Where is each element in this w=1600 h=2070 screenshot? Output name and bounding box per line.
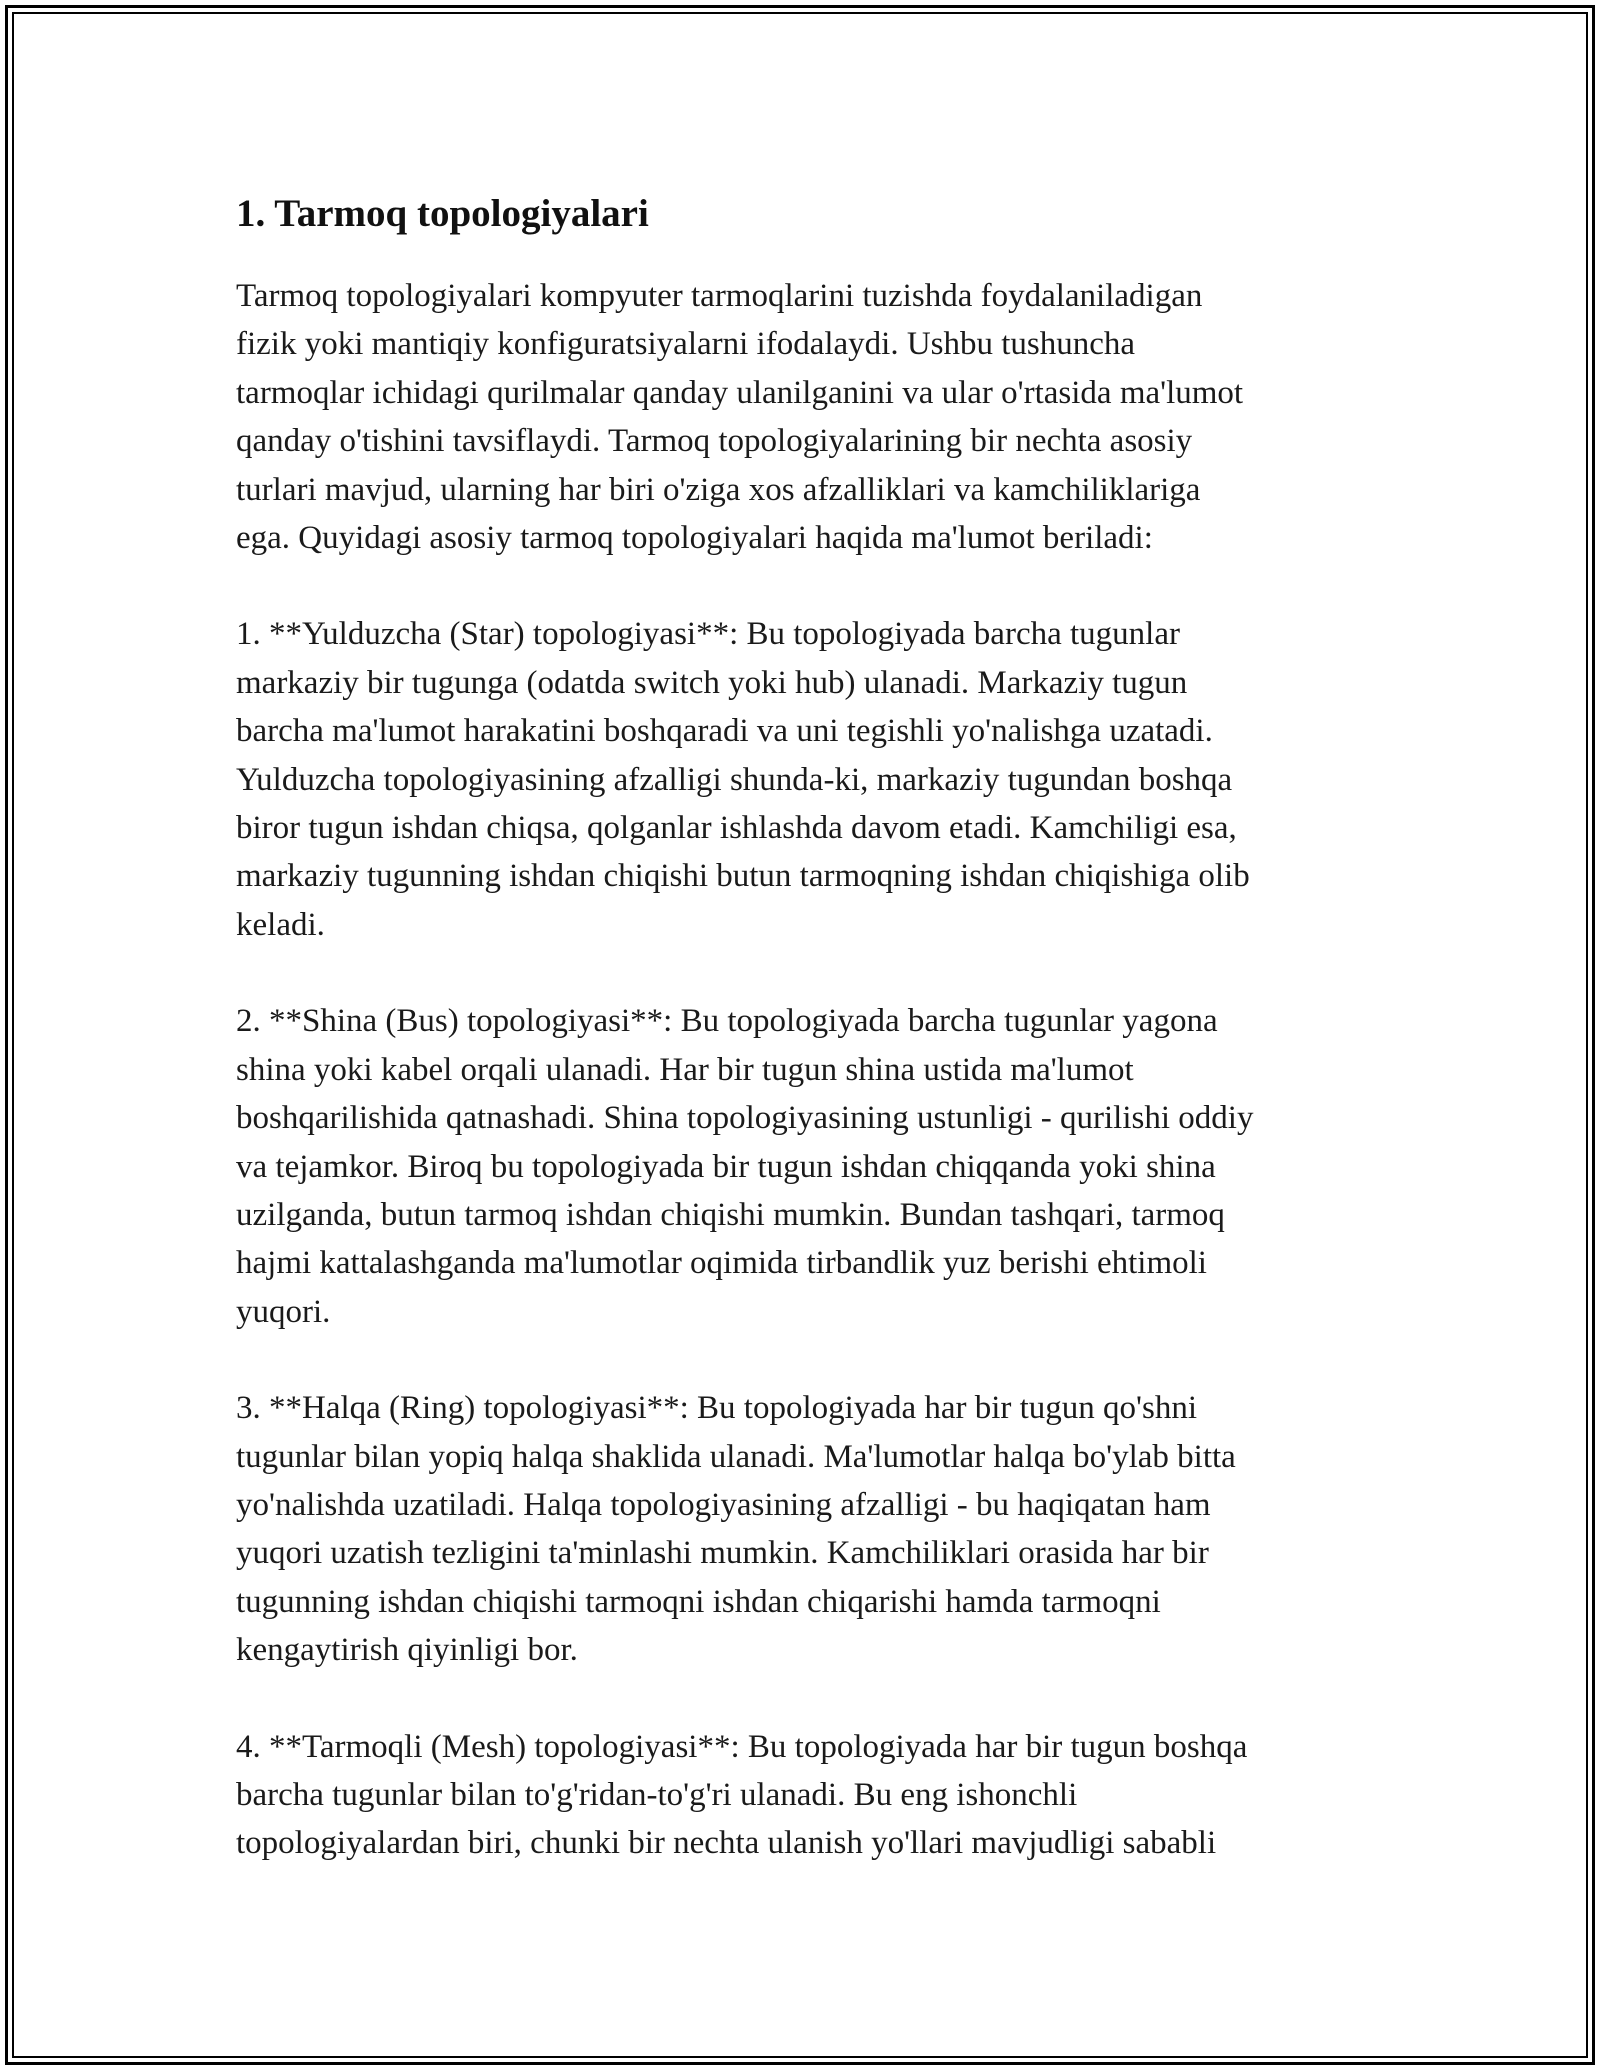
intro-paragraph: Tarmoq topologiyalari kompyuter tarmoqlarini tuzishda foydalaniladigan fizik yoki mantiqiy konfiguratsiyalarni ifodalaydi. Ushbu tushuncha tarmoqlar ichidagi qurilmalar qanday ulanilganini va ular o'rtasida ma'lumot qanday o'tishini tavsiflaydi. Tarmoq topologiyalarining bir nechta asosiy turlari mavjud, ularning har biri o'ziga xos afzalliklari va kamchiliklariga ega. Quyidagi asosiy tarmoq topologiyalari haqida ma'lumot beriladi: bbox=[236, 278, 1244, 557]
document-body bbox=[236, 186, 1376, 1916]
paragraph-star-topology: 1. **Yulduzcha (Star) topologiyasi**: Bu topologiyada barcha tugunlar markaziy bir tugunga (odatda switch yoki hub) ulanadi. Markaziy tugun barcha ma'lumot harakatini boshqaradi va uni tegishli yo'nalishga uzatadi. Yulduzcha topologiyasining afzalligi shunda-ki, markaziy tugundan boshqa biror tugun ishdan chiqsa, qolganlar ishlashda davom etadi. Kamchiligi esa, markaziy tugunning ishdan chiqishi butun tarmoqning ishdan chiqishiga olib keladi. bbox=[236, 616, 1250, 943]
paragraph-ring-topology: 3. **Halqa (Ring) topologiyasi**: Bu topologiyada har bir tugun qo'shni tugunlar bilan yopiq halqa shaklida ulanadi. Ma'lumotlar halqa bo'ylab bitta yo'nalishda uzatiladi. Halqa topologiyasining afzalligi - bu haqiqatan ham yuqori uzatish tezligini ta'minlashi mumkin. Kamchiliklari orasida har bir tugunning ishdan chiqishi tarmoqni ishdan chiqarishi hamda tarmoqni kengaytirish qiyinligi bor. bbox=[236, 1390, 1236, 1669]
section-title: 1. Tarmoq topologiyalari bbox=[236, 192, 649, 235]
paragraph-mesh-topology: 4. **Tarmoqli (Mesh) topologiyasi**: Bu topologiyada har bir tugun boshqa barcha tugunlar bilan to'g'ridan-to'g'ri ulanadi. Bu eng ishonchli topologiyalardan biri, chunki bir nechta ulanish yo'llari mavjudligi sababli bbox=[236, 1728, 1248, 1862]
paragraph-bus-topology: 2. **Shina (Bus) topologiyasi**: Bu topologiyada barcha tugunlar yagona shina yoki kabel orqali ulanadi. Har bir tugun shina ustida ma'lumot boshqarilishida qatnashadi. Shina topologiyasining ustunligi - qurilishi oddiy va tejamkor. Biroq bu topologiyada bir tugun ishdan chiqqanda yoki shina uzilganda, butun tarmoq ishdan chiqishi mumkin. Bundan tashqari, tarmoq hajmi kattalashganda ma'lumotlar oqimida tirbandlik yuz berishi ehtimoli yuqori. bbox=[236, 1003, 1254, 1330]
